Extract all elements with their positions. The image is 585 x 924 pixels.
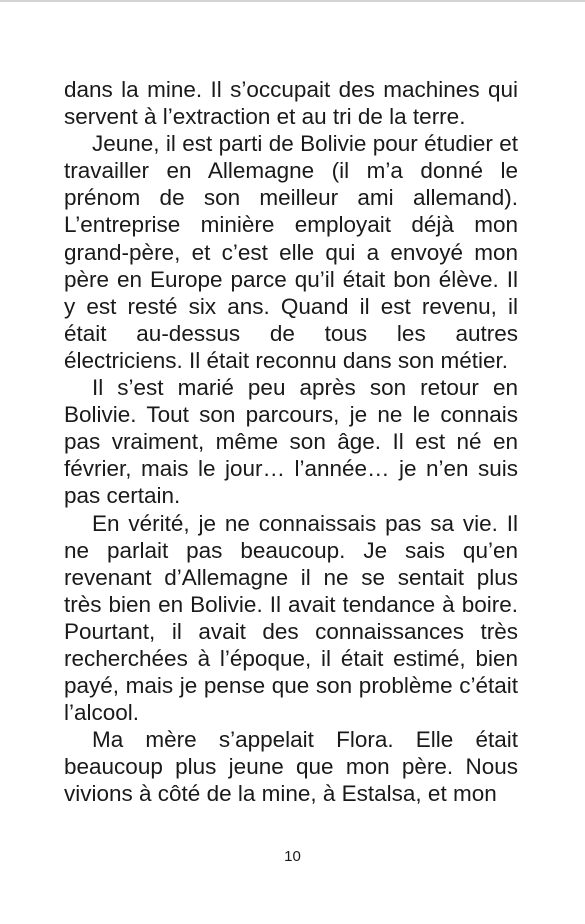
paragraph: Jeune, il est parti de Bolivie pour étudier et travailler en Allemagne (il m’a donné le prénom de son meilleur ami allemand). L’entreprise minière employait déjà mon grand-père, et c’est elle qui a envoyé mon père en Europe parce qu’il était bon élève. Il y est resté six ans. Quand il est revenu, il était au-dessus de tous les autres électriciens. Il était reconnu dans son métier. xyxy=(64,131,518,373)
paragraph: En vérité, je ne connaissais pas sa vie. Il ne parlait pas beaucoup. Je sais qu’en revenant d’Allemagne il ne se sentait plus très bien en Bolivie. Il avait tendance à boire. Pourtant, il avait des connaissances très recherchées à l’époque, il était estimé, bien payé, mais je pense que son problème c’était l’alcool. xyxy=(64,510,518,726)
body-text xyxy=(64,76,518,808)
paragraph: Ma mère s’appelait Flora. Elle était beaucoup plus jeune que mon père. Nous vivions à côté de la mine, à Estalsa, et mon xyxy=(64,727,518,807)
top-border-line xyxy=(0,0,585,2)
paragraph-continuation: dans la mine. Il s’occupait des machines qui servent à l’extraction et au tri de la terre. xyxy=(64,77,518,130)
page-number: 10 xyxy=(284,848,301,865)
paragraph: Il s’est marié peu après son retour en Bolivie. Tout son parcours, je ne le connais pas vraiment, même son âge. Il est né en février, mais le jour… l’année… je n’en suis pas certain. xyxy=(64,375,518,509)
